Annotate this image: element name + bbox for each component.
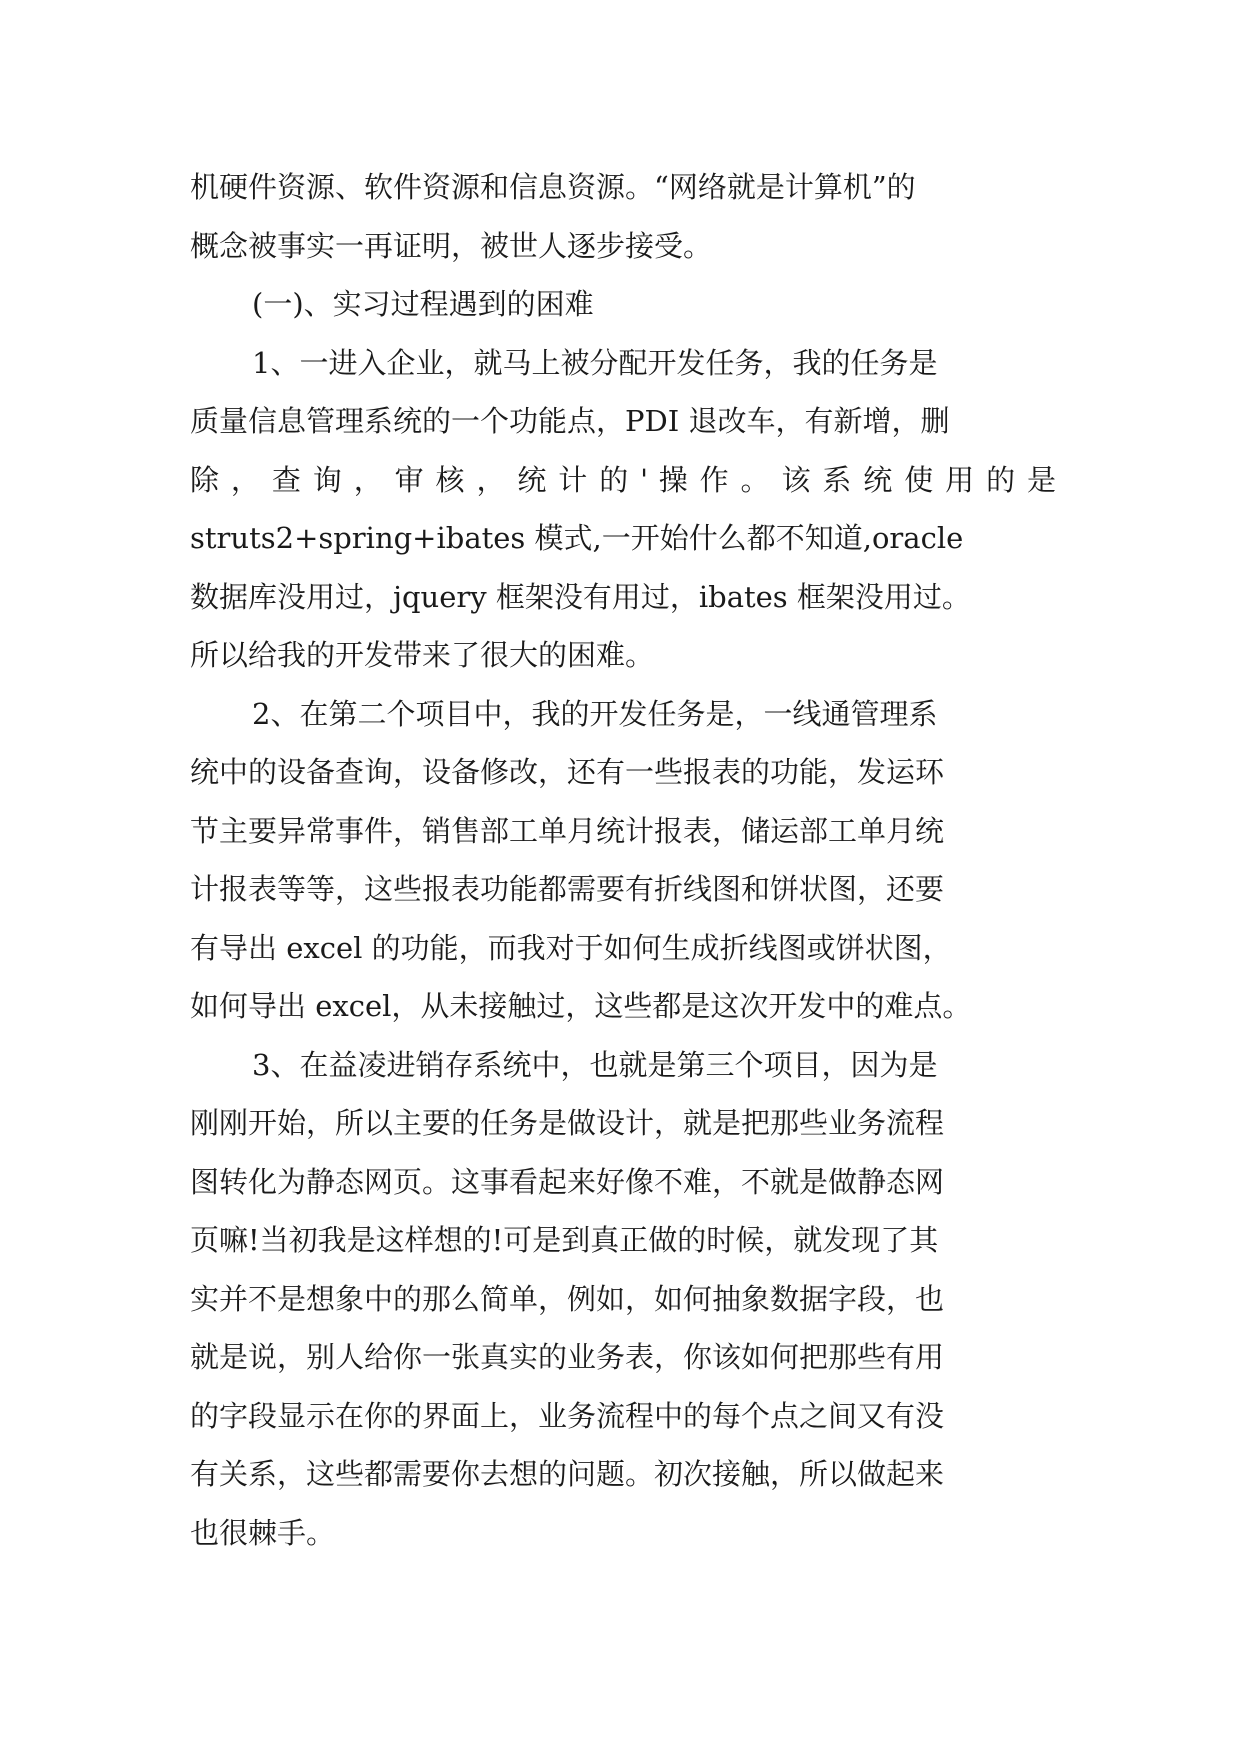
document-body bbox=[190, 158, 1056, 1562]
text-line: 机硬件资源、软件资源和信息资源。“网络就是计算机”的 bbox=[190, 170, 916, 204]
paragraph-start: 3、在益凌进销存系统中，也就是第三个项目，因为是 bbox=[252, 1047, 938, 1082]
text-line: 图转化为静态网页。这事看起来好像不难，不就是做静态网 bbox=[190, 1164, 945, 1199]
text-line: 质量信息管理系统的一个功能点，PDI 退改车，有新增，删 bbox=[190, 404, 950, 438]
text-line: struts2+spring+ibates 模式,一开始什么都不知道,oracle bbox=[190, 521, 964, 555]
text-line: 有导出 excel 的功能，而我对于如何生成折线图或饼状图， bbox=[190, 930, 952, 965]
text-line: 统中的设备查询，设备修改，还有一些报表的功能，发运环 bbox=[190, 755, 945, 789]
text-line: 如何导出 excel，从未接触过，这些都是这次开发中的难点。 bbox=[190, 989, 972, 1023]
text-line: 就是说，别人给你一张真实的业务表，你该如何把那些有用 bbox=[190, 1340, 945, 1374]
text-line: 的字段显示在你的界面上，业务流程中的每个点之间又有没 bbox=[190, 1398, 945, 1433]
text-line: 计报表等等，这些报表功能都需要有折线图和饼状图，还要 bbox=[190, 872, 945, 906]
text-line: 页嘛!当初我是这样想的!可是到真正做的时候，就发现了其 bbox=[190, 1223, 939, 1257]
text-line: 所以给我的开发带来了很大的困难。 bbox=[190, 638, 655, 672]
paragraph-start: 2、在第二个项目中，我的开发任务是，一线通管理系 bbox=[252, 696, 938, 731]
text-line: 除 ， 查 询 ， 审 核 ， 统 计 的 ' 操 作 。 该 系 统 使 用 的 是 bbox=[190, 462, 1056, 497]
text-line: 也很棘手。 bbox=[190, 1515, 336, 1550]
paragraph-start: 1、一进入企业，就马上被分配开发任务，我的任务是 bbox=[252, 345, 938, 380]
text-line: 概念被事实一再证明，被世人逐步接受。 bbox=[190, 228, 713, 263]
text-line: 实并不是想象中的那么简单，例如，如何抽象数据字段，也 bbox=[190, 1281, 945, 1316]
text-line: 数据库没用过，jquery 框架没有用过，ibates 框架没用过。 bbox=[190, 579, 971, 614]
text-line: 节主要异常事件，销售部工单月统计报表，储运部工单月统 bbox=[190, 813, 945, 848]
text-line: 有关系，这些都需要你去想的问题。初次接触，所以做起来 bbox=[190, 1457, 945, 1491]
text-line: 刚刚开始，所以主要的任务是做设计，就是把那些业务流程 bbox=[190, 1106, 945, 1140]
section-heading: (一)、实习过程遇到的困难 bbox=[252, 287, 594, 321]
